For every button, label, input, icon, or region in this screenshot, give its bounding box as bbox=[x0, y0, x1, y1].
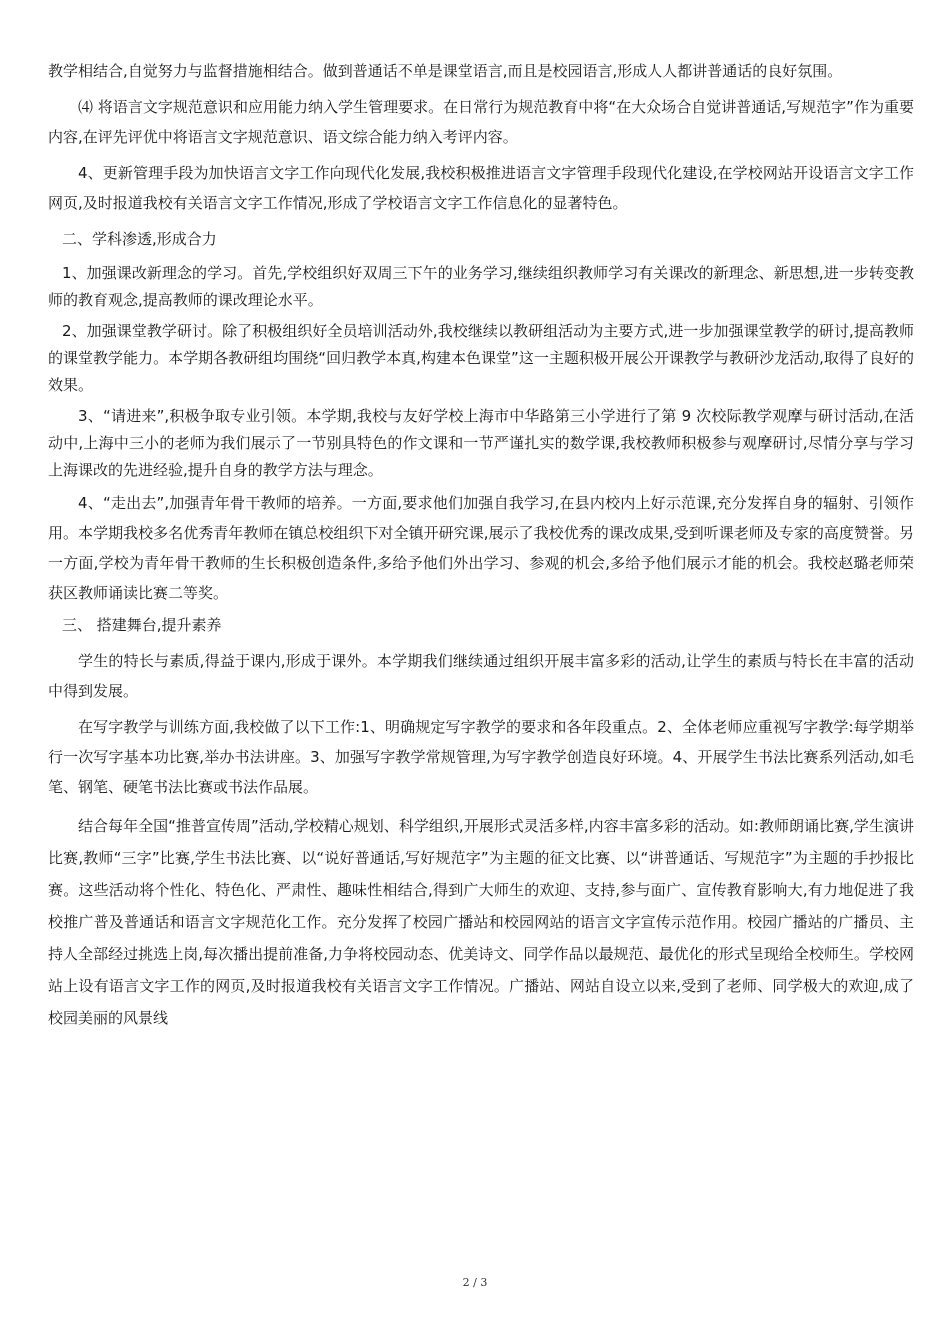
paragraph-writing-teaching: 在写字教学与训练方面,我校做了以下工作:1、明确规定写字教学的要求和各年段重点。2、全体老师应重视写字教学:每学期举行一次写字基本功比赛,举办书法讲座。3、加强写字教学常规管理,为写字教学创造良好环境。4、开展学生书法比赛系列活动,如毛笔、钢笔、硬笔书法比赛或书法作品展。 bbox=[48, 718, 914, 796]
paragraph-curriculum-study: 1、加强课改新理念的学习。首先,学校组织好双周三下午的业务学习,继续组织教师学习有关课改的新理念、新思想,进一步转变教师的教育观念,提高教师的课改理论水平。 bbox=[48, 264, 914, 309]
paragraph-item-4-management: ⑷ 将语言文字规范意识和应用能力纳入学生管理要求。在日常行为规范教育中将“在大众场合自觉讲普通话,写规范字”作为重要内容,在评先评优中将语言文字规范意识、语文综合能力纳入考评内容。 bbox=[48, 98, 914, 146]
paragraph-promotion-week: 结合每年全国“推普宣传周”活动,学校精心规划、科学组织,开展形式灵活多样,内容丰富多彩的活动。如:教师朗诵比赛,学生演讲比赛,教师“三字”比赛,学生书法比赛、以“说好普通话,写好规范字”为主题的征文比赛、以“讲普通话、写规范字”为主题的手抄报比赛。这些活动将个性化、特色化、严肃性、趣味性相结合,得到广大师生的欢迎、支持,参与面广、宣传教育影响大,有力地促进了我校推广普及普通话和语言文字规范化工作。充分发挥了校园广播站和校园网站的语言文字宣传示范作用。校园广播站的广播员、主持人全部经过挑选上岗,每次播出提前准备,力争将校园动态、优美诗文、同学作品以最规范、最优化的形式呈现给全校师生。学校网站上设有语言文字工作的网页,及时报道我校有关语言文字工作情况。广播站、网站自设立以来,受到了老师、同学极大的欢迎,成了校园美丽的风景线 bbox=[48, 817, 914, 1027]
section-heading-2: 二、学科渗透,形成合力 bbox=[62, 230, 217, 248]
paragraph-continuation: 教学相结合,自觉努力与监督措施相结合。做到普通话不单是课堂语言,而且是校园语言,形成人人都讲普通话的良好氛围。 bbox=[48, 62, 843, 80]
section-heading-3: 三、 搭建舞台,提升素养 bbox=[62, 616, 222, 634]
document-body bbox=[48, 56, 914, 1034]
paragraph-invite-in: 3、“请进来”,积极争取专业引领。本学期,我校与友好学校上海市中华路第三小学进行了第 9 次校际教学观摩与研讨活动,在活动中,上海中三小的老师为我们展示了一节别具特色的作文课和一节严谨扎实的数学课,我校教师积极参与观摩研讨,尽情分享与学习上海课改的先进经验,提升自身的教学方法与理念。 bbox=[48, 407, 914, 479]
paragraph-go-out: 4、“走出去”,加强青年骨干教师的培养。一方面,要求他们加强自我学习,在县内校内上好示范课,充分发挥自身的辐射、引领作用。本学期我校多名优秀青年教师在镇总校组织下对全镇开研究课,展示了我校优秀的课改成果,受到听课老师及专家的高度赞誉。另一方面,学校为青年骨干教师的生长积极创造条件,多给予他们外出学习、参观的机会,多给予他们展示才能的机会。我校赵璐老师荣获区教师诵读比赛二等奖。 bbox=[48, 494, 914, 602]
paragraph-classroom-research: 2、加强课堂教学研讨。除了积极组织好全员培训活动外,我校继续以教研组活动为主要方式,进一步加强课堂教学的研讨,提高教师的课堂教学能力。本学期各教研组均围绕“回归教学本真,构建本色课堂”这一主题积极开展公开课教学与教研沙龙活动,取得了良好的效果。 bbox=[48, 322, 914, 394]
paragraph-student-talents: 学生的特长与素质,得益于课内,形成于课外。本学期我们继续通过组织开展丰富多彩的活动,让学生的素质与特长在丰富的活动中得到发展。 bbox=[48, 652, 914, 700]
paragraph-update-management: 4、更新管理手段为加快语言文字工作向现代化发展,我校积极推进语言文字管理手段现代化建设,在学校网站开设语言文字工作网页,及时报道我校有关语言文字工作情况,形成了学校语言文字工作信息化的显著特色。 bbox=[48, 164, 914, 212]
page-number: 2 / 3 bbox=[462, 1276, 488, 1289]
